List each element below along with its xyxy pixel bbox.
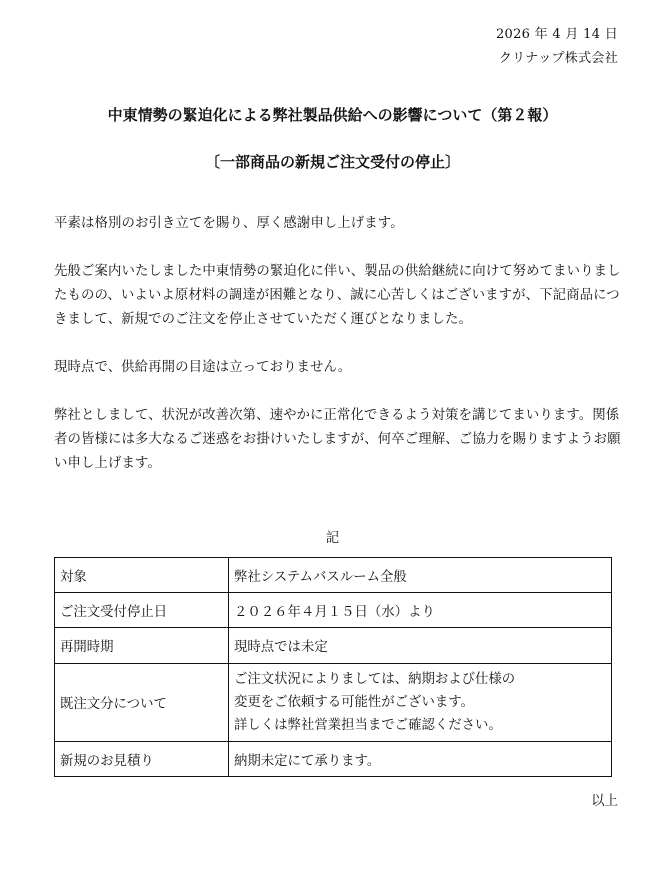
- table-row: [55, 593, 612, 628]
- row-label: 対象: [55, 558, 229, 593]
- table-row: [55, 742, 612, 777]
- status-paragraph: 現時点で、供給再開の目途は立っておりません。: [54, 360, 352, 375]
- table-row: [55, 664, 612, 742]
- closing-mark: 以上: [591, 794, 618, 809]
- row-value-line: 詳しくは弊社営業担当までご確認ください。: [234, 718, 502, 733]
- table-row: [55, 628, 612, 664]
- row-label: 新規のお見積り: [55, 742, 229, 777]
- row-label: ご注文受付停止日: [55, 593, 229, 628]
- row-label: 再開時期: [55, 628, 229, 664]
- row-value: 現時点では未定: [229, 628, 612, 664]
- company-name: クリナップ株式会社: [498, 51, 618, 66]
- row-value-line: ご注文状況によりましては、納期および仕様の: [234, 672, 516, 687]
- notice-title: 中東情勢の緊迫化による弊社製品供給への影響について（第２報）: [107, 106, 558, 124]
- row-value: 弊社システムバスルーム全般: [229, 558, 612, 593]
- notice-subtitle: 〔一部商品の新規ご注文受付の停止〕: [204, 153, 460, 171]
- row-value: 納期未定にて承ります。: [229, 742, 612, 777]
- row-value: ２０２６年４月１５日（水）より: [229, 593, 612, 628]
- row-value-line: 変更をご依頼する可能性がございます。: [234, 695, 474, 710]
- notice-date: 2026 年 4 月 14 日: [495, 27, 618, 42]
- table-row: [55, 558, 612, 593]
- details-table: [54, 557, 612, 777]
- row-label: 既注文分について: [55, 664, 229, 742]
- greeting-paragraph: 平素は格別のお引き立てを賜り、厚く感謝申し上げます。: [54, 216, 404, 231]
- ki-heading: 記: [325, 531, 340, 546]
- row-value: [229, 664, 612, 742]
- announcement-paragraph: 先般ご案内いたしました中東情勢の緊迫化に伴い、製品の供給継続に向けて努めてまいりましたものの、いよいよ原材料の調達が困難となり、誠に心苦しくはございますが、下記商品につきまして、新規でのご注文を停止させていただく運びとなりました。: [54, 264, 621, 327]
- apology-paragraph: 弊社としまして、状況が改善次第、速やかに正常化できるよう対策を講じてまいります。関係者の皆様には多大なるご迷惑をお掛けいたしますが、何卒ご理解、ご協力を賜りますようお願い申し上げます。: [54, 408, 621, 471]
